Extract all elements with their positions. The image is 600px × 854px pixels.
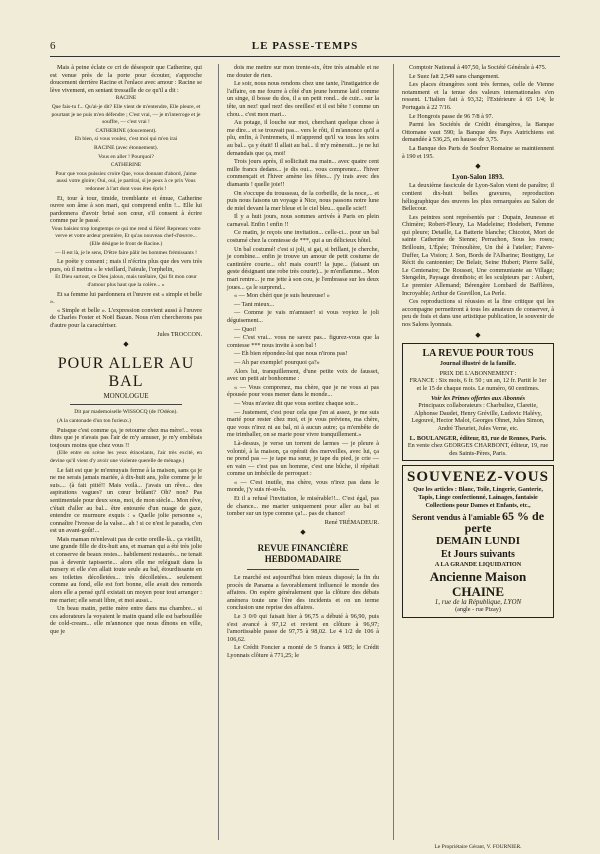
advertisement-liquidation — [402, 465, 554, 618]
column-1 — [50, 64, 202, 637]
paragraph: Le Hongrois passe de 96 7/8 à 97. — [409, 112, 494, 120]
article-title: POUR ALLER AU BAL — [57, 354, 195, 390]
column-2 — [227, 64, 379, 661]
footer-credit: Le Propriétaire Gérant, V. FOURNIER. — [434, 844, 522, 850]
title-rule — [70, 404, 182, 405]
dialogue-line: — Justement, c'est pour cela que j'en ai assez, je me suis marié pour rester chez moi, et je vous préviens, ma chère, que vous n'irez ni au bal, ni à aucun autre; ça m'embête de me trimballer, on se marie pour vivre tranquillement.» — [227, 408, 379, 439]
dialogue-line: — Tant mieux... — [234, 300, 275, 308]
paragraph: Là-dessus, je verse un torrent de larmes — je pleure à volonté, à la maison, ça opérait des merveilles, avec lui, ça ne prend pas — je tape ma sœur, je tape du pied, je crie — en vain — c'est pas un homme, c'est une bûche, il répétait comme un imbécile de perroquet : — [227, 439, 379, 478]
dialogue-line: — Eh bien répondez-lui que nous n'irons pas! — [234, 350, 348, 358]
ad-sold — [407, 511, 549, 535]
ad-percent: 65 % de perte — [464, 509, 545, 536]
column-3 — [402, 64, 554, 618]
paragraph: Mais à peine éclate ce cri de désespoir que Catherine, qui est venue près de la porte pour écouter, s'approche doucement derrière Racine et l'enlace avec amour : Racine se lève vivement, en sentant tressaille de ce qu'il a dit : — [50, 64, 202, 94]
ad-headline: SOUVENEZ-VOUS — [407, 469, 549, 486]
section-title: Lyon-Salon 1893. — [452, 172, 504, 181]
ad-liquidation: A LA GRANDE LIQUIDATION — [434, 561, 522, 569]
article-subtitle: MONOLOGUE — [103, 391, 149, 400]
verse: — Il est là, je le sens, D'être faire pâlir les hommes frémissants ! — [55, 249, 197, 256]
paragraph: Comptoir National à 497,50, la Société Générale à 475. — [409, 64, 547, 71]
verse: Vous en aller ! Pourquoi? — [98, 153, 154, 160]
ad-address: 1, rue de la République, LYON — [434, 597, 522, 606]
paragraph: La deuxième fascicule de Lyon-Salon vient de paraître; il contient dix-huit belles gravures, reproduction héliographique des œuvres les plus remarquées au Salon de Bellecour. — [402, 182, 554, 213]
paragraph: Le soir, nous nous rendons chez une tante, l'instigatrice de l'affaire, on me fourre à côté d'un jeune homme laid comme un singe, il bosse du dos, il a un petit rond... de cuir... sur la tête, un nez! quel nez! des oreilles! et il est bête ! comme un chou... c'est mon mari... — [227, 80, 379, 118]
ad-collaborators: Principaux collaborateurs : Charbuliez, Claretie, Alphonse Daudet, Henry Gréville, Ludovic Halévy, Legouvé, Hector Malot, Georges Ohnet, Jules Simon, André Theuriet, Jules Verne, etc. — [411, 402, 545, 432]
ad-title: LA REVUE POUR TOUS — [422, 348, 534, 360]
paragraph: Alors lui, tranquillement, d'une petite voix de fausset, avec un petit air bonhomme : — [227, 367, 379, 383]
ad-description: Que les articles : Blanc, Toile, Lingerie, Ganterie, Tapis, Linge confectionné, Lainages, fantaisie Collections pour Dames et Enfants, etc., — [413, 486, 543, 509]
ad-prime: Voir les Primes offertes aux Abonnés — [430, 394, 526, 402]
signature: René TRÉMADEUR. — [324, 518, 379, 526]
ad-subtitle: Journal illustré de la famille. — [439, 360, 517, 368]
paragraph: Au potage, il louche sur moi, cherchant quelque chose à me dire... et se trouvait pas... vers le rôti, il m'annonce qu'il a plu, enfin, à l'entremets, il m'apprend qu'il va tous les soirs au bal... ça y était! Il allait au bal... il m'y mènerait... je ne lui demandais que ça, moi! — [227, 119, 379, 157]
article-title: REVUE FINANCIÈRE HEBDOMADAIRE — [257, 543, 349, 565]
dialogue-line: « — Vous comprenez, ma chère, que je ne vous ai pas épousée pour vous mener dans le monde... — [227, 383, 379, 399]
dialogue-line: — Vous m'aviez dit que vous sortiez chaque soir... — [234, 399, 359, 407]
paragraph: Les places étrangères sont très fermes, celle de Vienne notamment et la tenue des valeurs internationales s'en ressent. L'Italien fait à 93,32; l'Extérieure à 65 1/4; le Portugais à 22 7/16. — [402, 81, 554, 111]
paragraph: « Simple et belle ». L'expression convient aussi à l'œuvre de Charles Foster et Noël Bazan. Nous n'en chercherons pas d'autre pour la caractériser. — [50, 306, 202, 329]
verse-speaker: RACINE — [115, 95, 137, 102]
page-header — [50, 40, 560, 57]
paragraph: Les peintres sont représentés par : Dupain, Jeunesse et Chimère; Robert-Fleury, La Madeleine; Hodebert, Femme qui pleure; Detaille, La Batterie blanche; Chicotot, Mort de sainte Catherine de Sienne; Perrachon, Sous les roses; Brillouin, L'Épée; Trénoulière, Un thé à l'atelier; Faivre-Duffer, La Vision; J. Son, Bords de l'Albarine; Boutigny, Le Récit du cantonnier; De Belair, Seine Hubert; Pierre Sallé, Le Centenaire; De Rousset, Une communiante au Village; Stengelin, Paysage drenthois; et les sculpteurs par : Aubert, Le premier Allemand; Bérengère Lombard de Bafflères, Incroyable; Arthur de Gravillon, La Perle. — [402, 213, 554, 297]
paragraph: Il y a huit jours, nous sommes arrivés à Paris en plein carnaval. Enfin ! enfin !! — [227, 213, 379, 228]
ad-vente: En vente chez GEORGES CHARBONT, éditeur, 19, rue des Saints-Pères, Paris. — [407, 442, 549, 457]
verse-speaker: CATHERINE (doucement). — [95, 127, 157, 134]
paragraph: Et sa femme lui pardonnera et l'œuvre est « simple et belle ». — [50, 290, 202, 306]
paragraph: Puisque c'est comme ça, je retourne chez ma mère!... vous dites que je n'avais pas l'air de m'y amuser, je m'y embêtais toujours moins que chez vous !! — [50, 426, 202, 449]
verse-speaker: RACINE (avec étonnement). — [94, 144, 158, 151]
verse: Et Dieu surtout, ce Dieu jaloux, mais tutélaire, Qui fit mon cœur d'amour plus haut que la colère... » — [55, 274, 197, 289]
paragraph: On s'occupe du trousseau, de la corbeille, de la noce,... et puis nous faisons un voyage à Nice, nous passons notre lune de miel devant la mer bleue et le ciel bleu... quelle scie!! — [227, 189, 379, 212]
ad-address2: (angle - rue Pizay) — [455, 606, 501, 614]
paragraph: dois me mettre sur mon trente-six, être très aimable et ne me douter de rien. — [227, 64, 379, 79]
verse-speaker: CATHERINE — [110, 162, 142, 169]
ad-sold-text: Seront vendus à l'amiable — [411, 513, 501, 523]
paragraph: Trois jours après, il sollicitait ma main... avec quatre cent mille francs dedans... je dis oui... vous comprenez... l'hiver commençait et l'hiver amène les fêtes... j'y irais avec des diamants ! quelle joie!! — [227, 158, 379, 188]
paragraph: Le marché est aujourd'hui bien mieux disposé; la fin du procès de Panama a favorablement influencé le monde des affaires. On espère généralement que la clôture des débats amènera toute une l'ère des incidents et on un terme conclusion une reprise des affaires. — [227, 574, 379, 612]
ornament-divider: ◆ — [475, 330, 481, 339]
paragraph: Ces reproductions si réussies et la fine critique qui les accompagne permettront à tous les amateurs de conserver, à peu de frais et dans une artistique publication, le souvenir de nos Salons lyonnais. — [402, 298, 554, 328]
dialogue-line: « — Mon chéri que je suis heureuse! » — [234, 292, 330, 300]
column-divider — [393, 64, 394, 840]
title-rule — [247, 569, 359, 570]
ornament-divider: ◆ — [123, 340, 129, 349]
paragraph: Le Suez fait 2,549 sans changement. — [409, 72, 500, 80]
ad-price: FRANCE : Six mois, 6 fr. 50 ; un an, 12 fr. Partit le 1er et le 15 de chaque mois. Le numéro, 60 centimes. — [409, 377, 547, 392]
dialogue-line: « — C'est inutile, ma chère, vous n'irez pas dans le monde, j'y suis ré-so-lu. — [227, 478, 379, 494]
stage-direction: (Elle entre en scène les yeux étincelants, l'air très excité, en devine qu'il vient d'y avoir une violente querelle de ménage.) — [50, 450, 202, 464]
ad-demain: DEMAIN LUNDI — [435, 535, 521, 548]
page-number: 6 — [50, 40, 56, 52]
verse: Que fais-tu f... Qu'ai-je dit? Elle vient de m'entendre, Elle pleure, et pourtant je ne puis m'en défendre ; C'est vrai, — je m'interroge et je souffre, — c'est vrai ! — [51, 103, 201, 126]
dialogue-line: — Comme je vais m'amuser! si vous voyiez le joli déguisement... — [227, 309, 379, 324]
dialogue-line: — Ah par exemple! pourquoi ça?» — [234, 358, 320, 366]
dialogue-line: — C'est vrai... vous ne savez pas... figurez-vous que la comtesse *** nous invite à son bal ! — [227, 334, 379, 349]
paragraph: Mais maman m'enlevait pas de cette oreille-là... ça vieillit, une grande fille de dix-huit ans, et maman qui a été très jolie et conserve de beaux restes... habilement restaurés... ne tenait pas à devenir tapisserie... alors elle me reléguait dans la nursery et elle s'en allait toute seule au bal, étourdissante en ses toilettes décolletées... très décolletées... seulement comme au fond, elle est fort bonne, elle avait des remords alors elle a pensé qu'il existait un moyen pour tout arranger : me marier; elle serait libre, et moi aussi... — [50, 535, 202, 604]
ornament-divider: ◆ — [475, 162, 481, 171]
signature: Jules TROCCON. — [157, 330, 202, 338]
dedication: Dit par mademoiselle WISSOCQ (de l'Odéon). — [74, 409, 178, 416]
ad-editor: L. BOULANGER, éditeur, 83, rue de Rennes, Paris. — [409, 434, 547, 442]
paragraph: Un beau matin, petite mère entre dans ma chambre... si ces adorateurs la voyaient le matin quand elle est barbouillée de cold-cream... elle m'annonce que nous dînons en ville, que je — [50, 605, 202, 635]
verse: Vous baisiez trop longtemps ce qui me rend si fière! Reprenez votre verve et votre ardeur première, Et qu'au nouveau chef-d'œuvre... (Elle désigne le front de Racine.) — [51, 225, 201, 248]
verse: Pour que vous puissiez croire Que, vous donnant d'abord, j'aime aussi votre gloire; Oui, oui, je partirai, si je peux à ce prix Vous redonner à l'art dont vous êtes épris ! — [55, 170, 197, 192]
paragraph: Et il a refusé l'invitation, le misérable!!... C'est égal, pas de chance... me marier uniquement pour aller au bal et tomber sur un type comme ça!... pas de chance! — [227, 495, 379, 518]
stage-direction: (A la cantonade d'un ton furieux.) — [57, 417, 131, 424]
advertisement-revue — [402, 343, 554, 461]
verse: Eh bien, si vous voulez, c'est moi qui m'en irai — [74, 136, 178, 143]
ad-maison: Ancienne Maison CHAINE — [429, 568, 527, 599]
ad-jours: Et Jours suivants — [441, 549, 515, 561]
paragraph: Parmi les Sociétés de Crédit étrangères, la Banque Ottomane vaut 590; la Banque des Pays Autrichiens est demandée à 536,25, en hausse de 3,75. — [402, 121, 554, 144]
paragraph: Le fait est que je m'ennuyais ferme à la maison, sans ça je ne me serais jamais mariée, à dix-huit ans, jolie comme je le suis.... (à fait pitié!! Mais voilà... j'avais un rêve... des aspirations vagues? un cœur brûlant? Oh? non? Pas sentimentale pour deux sous, moi, de mon siècle... Mon rêve, c'était d'aller au bal... être entourée d'un nuage de gaze, entendre ce murmure exquis : « Quelle jolie personne », connaître l'ivresse de la valse... ah ! si ce n'est le paradis, c'en est un avant-goût!... — [50, 466, 202, 535]
ornament-divider: ◆ — [300, 528, 306, 537]
paragraph: Un bal costumé! c'est si joli, si gai, si brillant, je cherche, je combine... enfin je trouve un amour de petit costume de cantinière courte... oh! mais court!! la jupe... (faisant un geste désignant une robe très courte)... je m'enflamme... Mon mari rentre... je me jette à son cou, je l'embrasse sur les deux joues... ça le surprend... — [227, 245, 379, 291]
paragraph: Le 3 0/0 qui faisait hier à 96,75 a débuté à 96,90, puis s'est avancé à 97,12 et revient en clôture à 96,97; l'amortissable passe de 97,75 à 98,02. Le 4 1/2 de 106 à 106,62. — [227, 613, 379, 643]
paragraph: Le poète y consent ; mais il n'écrira plus que des vers très purs, où il mettra « le vieillard, l'aïeule, l'orphelin, — [50, 258, 202, 273]
paragraph: Et, tour à tour, timide, tremblante et émue, Catherine ouvre son âme à son mari, qui comprend enfin !... Elle lui pardonnera d'avoir brisé son cœur, s'il consent à écrire comme par le passé. — [50, 194, 202, 225]
column-divider — [218, 64, 219, 840]
masthead: LE PASSE-TEMPS — [251, 40, 359, 52]
paragraph: La Banque des Parts de Soufrer Romaine se maintiennent à 190 et 195. — [402, 144, 554, 160]
dialogue-line: — Quoi! — [234, 325, 257, 333]
paragraph: Ce matin, je reçois une invitation... celle-ci... pour un bal costumé chez la comtesse de ***, qui a un délicieux hôtel. — [227, 229, 379, 245]
ad-price-head: PRIX DE L'ABONNEMENT : — [439, 369, 517, 377]
paragraph: Le Crédit Foncier a monté de 5 francs à 985; le Crédit Lyonnais clôture à 771,25; le — [227, 644, 379, 659]
